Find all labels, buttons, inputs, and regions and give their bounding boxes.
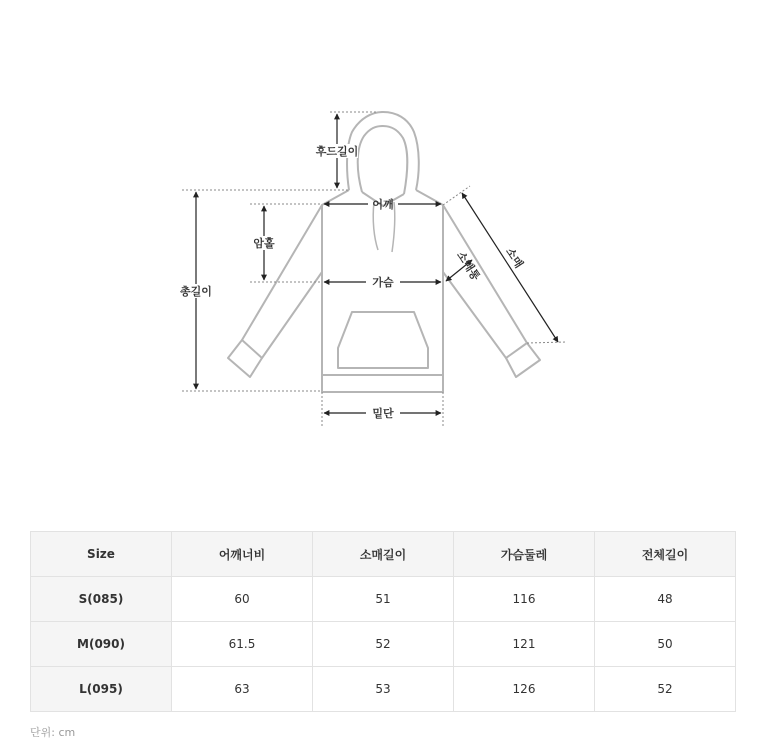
size-cell: M(090) [31, 622, 172, 667]
table-row [31, 577, 736, 622]
waistband [322, 375, 443, 392]
table-cell: 52 [313, 622, 454, 667]
shoulder-label: 어깨 [372, 198, 394, 211]
table-row [31, 667, 736, 712]
extension-lines [182, 112, 566, 428]
table-cell: 50 [595, 622, 736, 667]
sleeve-width-label: 소매통 [454, 249, 483, 283]
table-cell: 63 [172, 667, 313, 712]
table-cell: 48 [595, 577, 736, 622]
size-cell: L(095) [31, 667, 172, 712]
header-size: Size [31, 532, 172, 577]
left-cuff [228, 340, 262, 377]
unit-note: 단위: cm [30, 726, 76, 739]
table-cell: 126 [454, 667, 595, 712]
table-cell: 52 [595, 667, 736, 712]
hoodie-outline [228, 112, 540, 392]
table-row [31, 622, 736, 667]
table-cell: 116 [454, 577, 595, 622]
hood-opening [358, 126, 408, 194]
size-table [30, 531, 736, 712]
size-table-header-row [31, 532, 736, 577]
table-cell: 51 [313, 577, 454, 622]
header-shoulder-width: 어깨너비 [172, 532, 313, 577]
table-cell: 121 [454, 622, 595, 667]
hood-length-label: 후드길이 [315, 145, 359, 158]
armhole-label: 암홀 [253, 237, 275, 250]
kangaroo-pocket [338, 312, 428, 368]
table-cell: 61.5 [172, 622, 313, 667]
total-length-label: 총길이 [180, 285, 212, 298]
header-sleeve-length: 소매길이 [313, 532, 454, 577]
table-cell: 60 [172, 577, 313, 622]
table-cell: 53 [313, 667, 454, 712]
chest-label: 가슴 [372, 276, 394, 289]
hem-label: 밑단 [372, 407, 394, 420]
header-total-length: 전체길이 [595, 532, 736, 577]
sleeve-label: 소매 [503, 245, 526, 271]
size-cell: S(085) [31, 577, 172, 622]
header-chest-circumference: 가슴둘레 [454, 532, 595, 577]
right-cuff [506, 343, 540, 377]
